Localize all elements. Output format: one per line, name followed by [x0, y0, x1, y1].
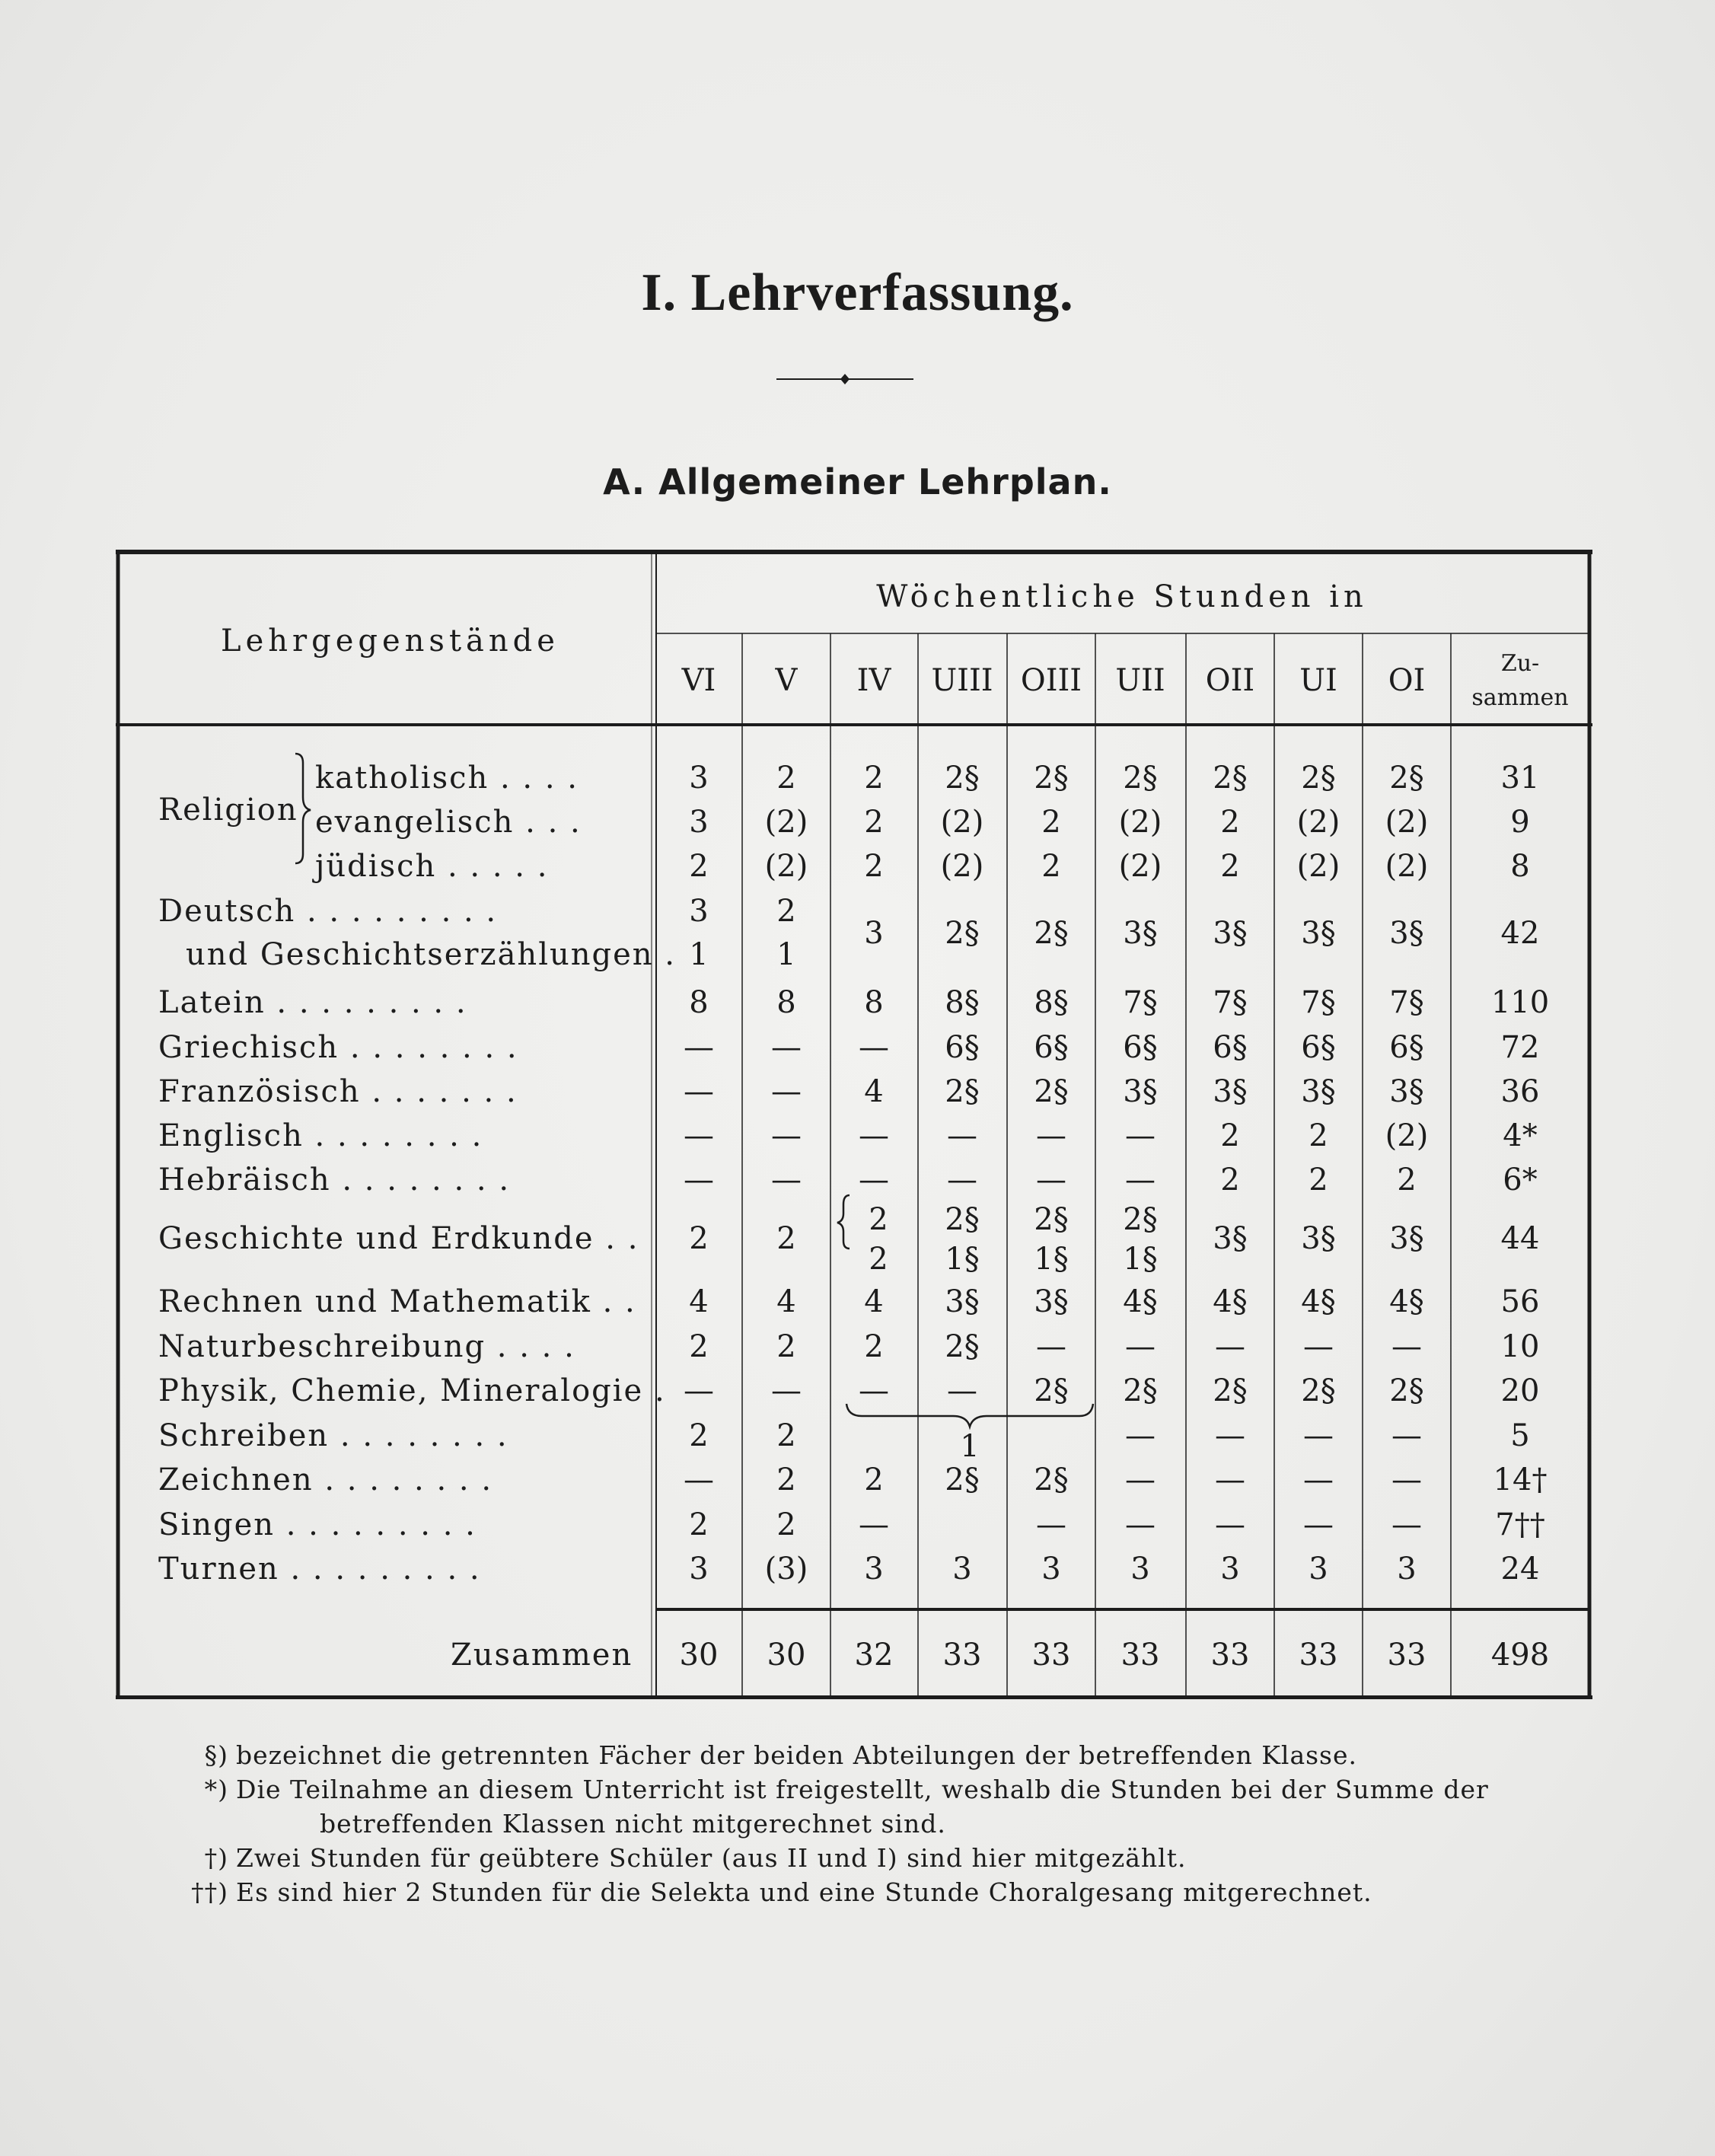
table-cell-merged: 2§: [945, 916, 980, 951]
row-total: 5: [1510, 1418, 1530, 1453]
table-cell: 8: [776, 985, 796, 1020]
table-cell: —: [1303, 1418, 1334, 1453]
section-subtitle: A. Allgemeiner Lehrplan.: [603, 461, 1112, 502]
footnote-asterisk-continued: betreffenden Klassen nicht mitgerechnet sind.: [320, 1809, 946, 1839]
sum-cell: 33: [942, 1638, 982, 1673]
sum-cell: 30: [679, 1638, 719, 1673]
curriculum-table: [116, 550, 1592, 1699]
table-cell-merged: 3§: [1213, 916, 1248, 951]
table-cell-shared: 1: [960, 1429, 980, 1464]
column-header-IV: IV: [856, 663, 891, 698]
table-cell: —: [684, 1074, 714, 1109]
table-cell: —: [1036, 1163, 1066, 1198]
sum-total: 498: [1490, 1638, 1550, 1673]
table-cell: 2§: [1034, 1462, 1069, 1497]
table-cell: 2: [689, 1418, 709, 1453]
table-cell: —: [1215, 1418, 1245, 1453]
table-cell: 2§: [945, 1074, 980, 1109]
table-cell-merged: 3§: [1389, 916, 1424, 951]
row-total: 14†: [1493, 1462, 1548, 1497]
table-cell-split-top: 2§: [1034, 1202, 1069, 1237]
table-cell: 2: [689, 849, 709, 884]
table-cell: 3: [689, 761, 709, 796]
table-cell: 4: [864, 1074, 884, 1109]
table-cell: 2: [1220, 805, 1240, 840]
table-cell: 3: [864, 1552, 884, 1587]
table-cell: —: [1125, 1163, 1156, 1198]
table-cell: (2): [1296, 849, 1340, 884]
table-cell: —: [771, 1074, 802, 1109]
row-total: 42: [1500, 916, 1540, 951]
table-cell: —: [1303, 1507, 1334, 1542]
sum-cell: 33: [1299, 1638, 1338, 1673]
table-cell: 4§: [1301, 1284, 1336, 1319]
table-cell: 3: [689, 894, 709, 929]
table-cell: 2§: [1213, 1373, 1248, 1408]
table-cell: 2§: [1034, 761, 1069, 796]
table-cell: —: [1125, 1462, 1156, 1497]
table-cell: 8§: [945, 985, 980, 1020]
table-cell: 3§: [1123, 1074, 1158, 1109]
table-cell: 2: [1220, 849, 1240, 884]
table-cell: —: [1215, 1462, 1245, 1497]
table-cell: 2: [864, 761, 884, 796]
table-cell: 7§: [1123, 985, 1158, 1020]
table-cell: 2: [864, 805, 884, 840]
page-title: I. Lehrverfassung.: [641, 263, 1074, 322]
column-header-VI: VI: [681, 663, 716, 698]
table-cell-split-bottom: 2: [869, 1242, 888, 1277]
total-header-line1: Zu-: [1500, 650, 1540, 677]
religion-label: Religion: [158, 793, 298, 828]
table-cell: 3§: [1301, 1221, 1336, 1256]
row-total: 20: [1500, 1373, 1540, 1408]
row-total: 36: [1500, 1074, 1540, 1109]
footnote-double-dagger: ††) Es sind hier 2 Stunden für die Selekta und eine Stunde Choralgesang mitgerechnet.: [191, 1877, 1372, 1907]
table-cell: 2: [776, 1462, 796, 1497]
table-cell: 2: [864, 849, 884, 884]
table-cell: 2: [776, 1418, 796, 1453]
subject-label: Schreiben . . . . . . . .: [158, 1418, 508, 1453]
table-cell-merged: 2§: [1034, 916, 1069, 951]
table-cell: —: [1125, 1507, 1156, 1542]
table-cell: 8§: [1034, 985, 1069, 1020]
row-total: 7††: [1495, 1507, 1545, 1542]
table-cell: —: [771, 1118, 802, 1153]
table-cell: 2§: [1213, 761, 1248, 796]
table-cell: 4§: [1389, 1284, 1424, 1319]
subject-label: und Geschichtserzählungen .: [186, 937, 676, 972]
footnotes: [175, 1738, 1591, 1909]
table-cell: (2): [940, 849, 984, 884]
row-total: 44: [1500, 1221, 1540, 1256]
table-cell: 2: [1309, 1118, 1328, 1153]
row-total: 31: [1500, 761, 1540, 796]
table-cell: 6§: [1389, 1030, 1424, 1065]
table-cell: —: [1036, 1329, 1066, 1364]
table-cell: 3: [1309, 1552, 1328, 1587]
table-cell: 2: [776, 894, 796, 929]
row-total: 56: [1500, 1284, 1540, 1319]
table-cell: 3§: [1301, 1074, 1336, 1109]
table-cell: (2): [1118, 849, 1162, 884]
table-cell: —: [684, 1163, 714, 1198]
table-cell: —: [859, 1163, 889, 1198]
table-cell: 7§: [1389, 985, 1424, 1020]
table-cell: —: [1303, 1329, 1334, 1364]
subject-label: Naturbeschreibung . . . .: [158, 1329, 575, 1364]
table-cell: 6§: [945, 1030, 980, 1065]
table-cell-merged: 3§: [1123, 916, 1158, 951]
table-cell: —: [859, 1507, 889, 1542]
table-cell: 2§: [1123, 1373, 1158, 1408]
table-cell: 2§: [945, 1329, 980, 1364]
column-header-UIII: UIII: [931, 663, 993, 698]
table-cell: —: [947, 1163, 977, 1198]
table-cell: —: [1036, 1507, 1066, 1542]
sum-cell: 33: [1210, 1638, 1250, 1673]
table-cell: —: [1391, 1329, 1422, 1364]
sum-cell: 32: [854, 1638, 894, 1673]
table-cell: 3§: [1213, 1221, 1248, 1256]
table-cell: 2: [1041, 805, 1061, 840]
table-cell: (2): [1296, 805, 1340, 840]
subject-label: Zeichnen . . . . . . . .: [158, 1462, 493, 1497]
sum-cell: 33: [1031, 1638, 1071, 1673]
table-cell: 3: [1220, 1552, 1240, 1587]
row-total: 8: [1510, 849, 1530, 884]
table-cell: 3: [952, 1552, 972, 1587]
table-cell: —: [771, 1373, 802, 1408]
table-cell: 3§: [1389, 1074, 1424, 1109]
subject-label: Deutsch . . . . . . . . .: [158, 894, 498, 929]
sum-cell: 33: [1120, 1638, 1160, 1673]
table-cell: 3§: [945, 1284, 980, 1319]
ornament-divider: [776, 372, 913, 387]
table-cell: —: [1036, 1118, 1066, 1153]
subject-column-header: Lehrgegenstände: [221, 624, 559, 659]
table-cell: 2: [689, 1221, 709, 1256]
table-cell: (2): [1118, 805, 1162, 840]
table-cell: (2): [764, 849, 808, 884]
table-cell: 8: [689, 985, 709, 1020]
table-cell: —: [1391, 1507, 1422, 1542]
table-cell: 2§: [1301, 1373, 1336, 1408]
subject-label: Englisch . . . . . . . .: [158, 1118, 483, 1153]
sum-cell: 30: [767, 1638, 806, 1673]
table-cell-split-bottom: 1§: [1123, 1242, 1158, 1277]
column-header-V: V: [775, 663, 798, 698]
sum-label: Zusammen: [451, 1638, 633, 1673]
row-total: 110: [1490, 985, 1550, 1020]
table-cell: 4§: [1213, 1284, 1248, 1319]
subject-label: Singen . . . . . . . . .: [158, 1507, 477, 1542]
table-cell: —: [684, 1373, 714, 1408]
subject-label: Französisch . . . . . . .: [158, 1074, 518, 1109]
table-cell: 2: [1220, 1163, 1240, 1198]
total-header-line2: sammen: [1471, 684, 1569, 711]
table-cell: —: [1215, 1329, 1245, 1364]
table-cell: 3: [1130, 1552, 1150, 1587]
table-cell: 7§: [1301, 985, 1336, 1020]
table-cell: 7§: [1213, 985, 1248, 1020]
table-cell: 3: [689, 805, 709, 840]
table-cell: 6§: [1213, 1030, 1248, 1065]
table-cell-split-top: 2: [869, 1202, 888, 1237]
table-cell: 6§: [1123, 1030, 1158, 1065]
table-cell: 2§: [1389, 761, 1424, 796]
table-cell: (2): [940, 805, 984, 840]
table-cell: 3§: [1034, 1284, 1069, 1319]
table-cell: 2: [776, 1221, 796, 1256]
table-cell: 3§: [1389, 1221, 1424, 1256]
table-cell: 4§: [1123, 1284, 1158, 1319]
table-cell: —: [771, 1163, 802, 1198]
table-cell: 4: [689, 1284, 709, 1319]
table-cell: 2: [1309, 1163, 1328, 1198]
table-cell: —: [1125, 1329, 1156, 1364]
table-cell: —: [684, 1030, 714, 1065]
table-cell-split-bottom: 1§: [945, 1242, 980, 1277]
column-header-UII: UII: [1115, 663, 1165, 698]
table-cell: —: [684, 1462, 714, 1497]
table-cell: —: [947, 1373, 977, 1408]
table-cell: 2: [689, 1507, 709, 1542]
table-cell: (2): [1385, 805, 1429, 840]
row-total: 9: [1510, 805, 1530, 840]
footnote-asterisk: *) Die Teilnahme an diesem Unterricht ist freigestellt, weshalb die Stunden bei der Summe der: [204, 1775, 1489, 1804]
table-cell: (2): [764, 805, 808, 840]
table-cell: —: [684, 1118, 714, 1153]
table-cell: 3§: [1213, 1074, 1248, 1109]
table-cell: (3): [764, 1552, 808, 1587]
hours-group-header: Wöchentliche Stunden in: [876, 579, 1368, 614]
table-cell: 2: [864, 1462, 884, 1497]
column-header-OIII: OIII: [1020, 663, 1082, 698]
table-cell: 6§: [1034, 1030, 1069, 1065]
table-cell: —: [1391, 1418, 1422, 1453]
table-cell-split-top: 2§: [1123, 1202, 1158, 1237]
table-cell: 2§: [1123, 761, 1158, 796]
table-cell: 2§: [1301, 761, 1336, 796]
table-cell: —: [947, 1118, 977, 1153]
subject-label: Griechisch . . . . . . . .: [158, 1030, 518, 1065]
table-cell: —: [1125, 1418, 1156, 1453]
table-cell: 2: [776, 761, 796, 796]
table-cell: 1: [776, 937, 796, 972]
table-cell: 2§: [1034, 1074, 1069, 1109]
table-cell-split-bottom: 1§: [1034, 1242, 1069, 1277]
subject-label: jüdisch . . . . .: [315, 849, 549, 884]
subject-label: Latein . . . . . . . . .: [158, 985, 467, 1020]
table-cell: 3: [689, 1552, 709, 1587]
table-cell: —: [771, 1030, 802, 1065]
table-cell: 3: [1041, 1552, 1061, 1587]
table-cell: 4: [864, 1284, 884, 1319]
row-total: 24: [1500, 1552, 1540, 1587]
subject-label: Hebräisch . . . . . . . .: [158, 1163, 511, 1198]
table-cell: 6§: [1301, 1030, 1336, 1065]
subject-label: evangelisch . . .: [315, 805, 582, 840]
sum-cell: 33: [1387, 1638, 1427, 1673]
table-cell: 2§: [945, 761, 980, 796]
table-cell: 2: [689, 1329, 709, 1364]
table-cell: —: [1215, 1507, 1245, 1542]
table-cell: 2: [776, 1507, 796, 1542]
table-cell: 4: [776, 1284, 796, 1319]
table-cell: 2: [1220, 1118, 1240, 1153]
table-cell: —: [1125, 1118, 1156, 1153]
table-cell: 2§: [1389, 1373, 1424, 1408]
row-total: 10: [1500, 1329, 1540, 1364]
table-cell: —: [859, 1118, 889, 1153]
table-cell-merged: 3: [864, 916, 884, 951]
row-total: 4*: [1503, 1118, 1538, 1153]
table-cell: (2): [1385, 849, 1429, 884]
subject-label: Turnen . . . . . . . . .: [158, 1552, 481, 1587]
table-cell: 2: [1041, 849, 1061, 884]
table-cell: —: [1391, 1462, 1422, 1497]
table-cell: 2: [864, 1329, 884, 1364]
subject-label: katholisch . . . .: [315, 761, 579, 796]
table-cell: 1: [689, 937, 709, 972]
row-total: 72: [1500, 1030, 1540, 1065]
column-header-OII: OII: [1205, 663, 1255, 698]
table-cell: (2): [1385, 1118, 1429, 1153]
table-cell: 3: [1397, 1552, 1417, 1587]
row-total: 6*: [1503, 1163, 1538, 1198]
column-header-UI: UI: [1299, 663, 1337, 698]
table-cell-split-top: 2§: [945, 1202, 980, 1237]
table-cell: —: [1303, 1462, 1334, 1497]
subject-label: Physik, Chemie, Mineralogie .: [158, 1373, 666, 1408]
subject-label: Geschichte und Erdkunde . .: [158, 1221, 639, 1256]
table-cell-merged: 3§: [1301, 916, 1336, 951]
table-cell: 2: [1397, 1163, 1417, 1198]
table-cell: 8: [864, 985, 884, 1020]
table-cell: —: [859, 1373, 889, 1408]
table-cell: 2: [776, 1329, 796, 1364]
subject-label: Rechnen und Mathematik . .: [158, 1284, 636, 1319]
footnote-dagger: †) Zwei Stunden für geübtere Schüler (aus II und I) sind hier mitgezählt.: [204, 1843, 1187, 1873]
column-header-OI: OI: [1388, 663, 1426, 698]
table-cell: —: [859, 1030, 889, 1065]
footnote-section-mark: §) bezeichnet die getrennten Fächer der beiden Abteilungen der betreffenden Klasse.: [204, 1740, 1358, 1770]
table-cell: 2§: [945, 1462, 980, 1497]
table-cell: 2§: [1034, 1373, 1069, 1408]
